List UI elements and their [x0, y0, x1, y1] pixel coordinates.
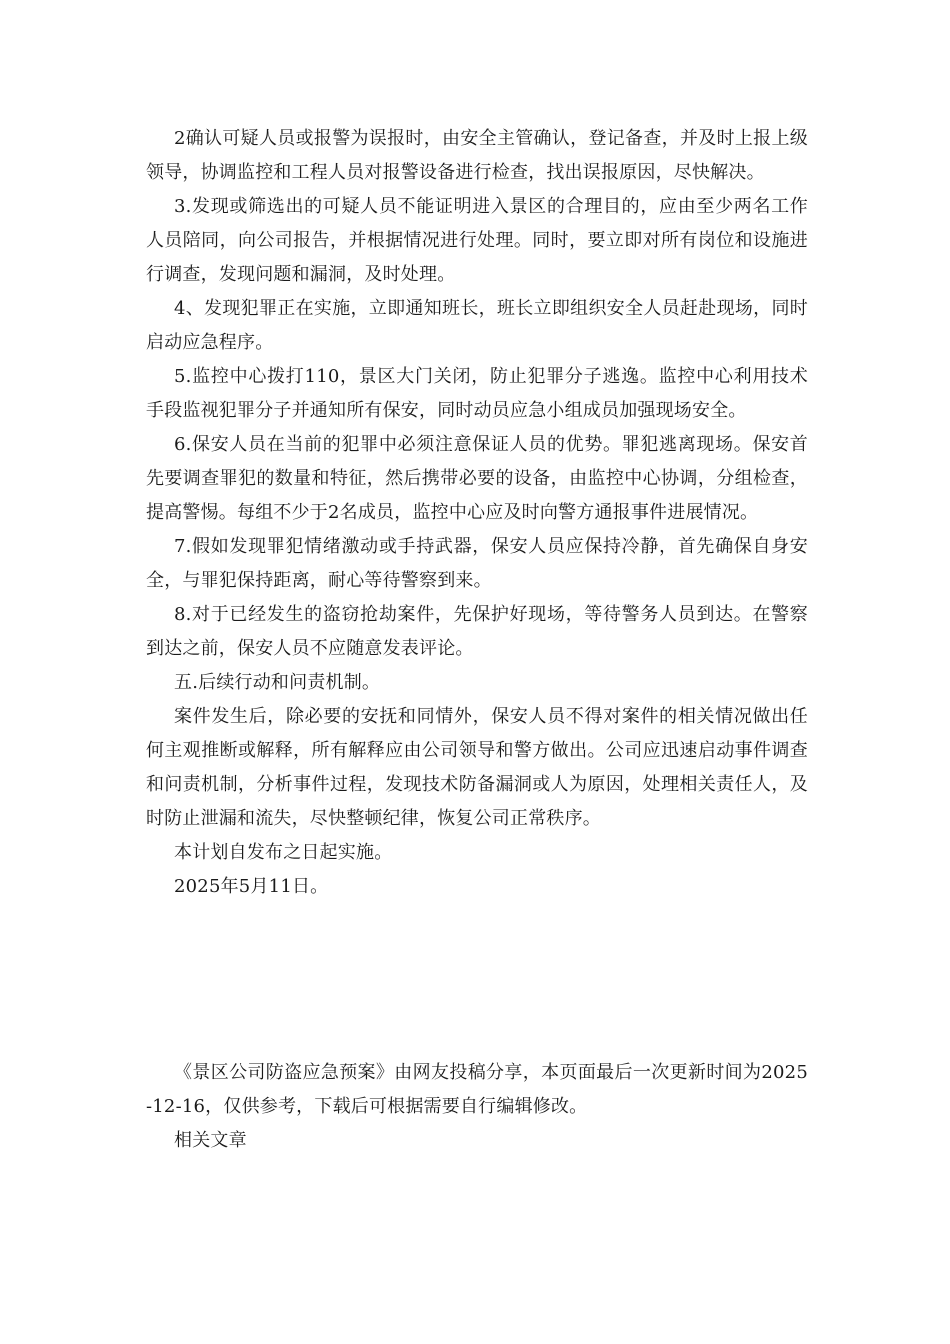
- document-footer: [146, 1056, 808, 1158]
- paragraph-date: 2025年5月11日。: [174, 876, 329, 897]
- paragraph-false-alarm: 2确认可疑人员或报警为误报时，由安全主管确认，登记备查，并及时上报上级领导，协调监控和工程人员对报警设备进行检查，找出误报原因，尽快解决。: [146, 128, 808, 183]
- paragraph-security-staff: 6.保安人员在当前的犯罪中必须注意保证人员的优势。罪犯逃离现场。保安首先要调查罪犯的数量和特征，然后携带必要的设备，由监控中心协调，分组检查，提高警惕。每组不少于2名成员，监控中心应及时向警方通报事件进展情况。: [146, 434, 808, 523]
- paragraph-theft-case: 8.对于已经发生的盗窃抢劫案件，先保护好现场，等待警务人员到达。在警察到达之前，保安人员不应随意发表评论。: [146, 604, 808, 659]
- section-heading-followup: 五.后续行动和问责机制。: [174, 672, 381, 693]
- paragraph-armed-suspect: 7.假如发现罪犯情绪激动或手持武器，保安人员应保持冷静，首先确保自身安全，与罪犯保持距离，耐心等待警察到来。: [146, 536, 808, 591]
- paragraph-effective-date: 本计划自发布之日起实施。: [174, 842, 393, 863]
- document-body: [146, 122, 808, 904]
- paragraph-suspicious-person: 3.发现或筛选出的可疑人员不能证明进入景区的合理目的，应由至少两名工作人员陪同，向公司报告，并根据情况进行处理。同时，要立即对所有岗位和设施进行调查，发现问题和漏洞，及时处理。: [146, 196, 808, 285]
- footer-note: 《景区公司防盗应急预案》由网友投稿分享，本页面最后一次更新时间为2025-12-16，仅供参考，下载后可根据需要自行编辑修改。: [146, 1062, 808, 1117]
- paragraph-accountability: 案件发生后，除必要的安抚和同情外，保安人员不得对案件的相关情况做出任何主观推断或解释，所有解释应由公司领导和警方做出。公司应迅速启动事件调查和问责机制，分析事件过程，发现技术防备漏洞或人为原因，处理相关责任人，及时防止泄漏和流失，尽快整顿纪律，恢复公司正常秩序。: [146, 706, 808, 829]
- related-articles-link[interactable]: 相关文章: [174, 1130, 247, 1151]
- paragraph-crime-in-progress: 4、发现犯罪正在实施，立即通知班长，班长立即组织安全人员赶赴现场，同时启动应急程序。: [146, 298, 808, 353]
- paragraph-monitoring-center: 5.监控中心拨打110，景区大门关闭，防止犯罪分子逃逸。监控中心利用技术手段监视犯罪分子并通知所有保安，同时动员应急小组成员加强现场安全。: [146, 366, 808, 421]
